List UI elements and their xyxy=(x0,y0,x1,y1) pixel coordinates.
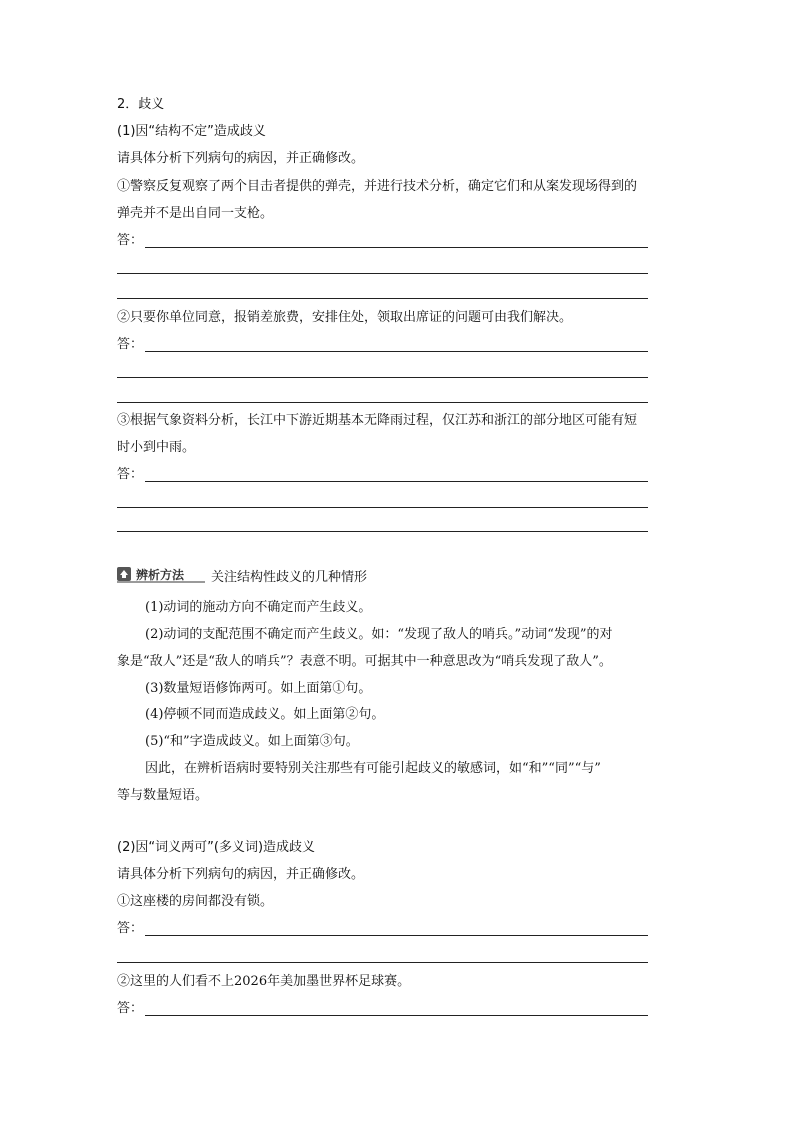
method-point-1: (1)动词的施动方向不确定而产生歧义。 xyxy=(145,600,372,615)
answer-label: 答： xyxy=(117,337,144,352)
answer-line[interactable] xyxy=(117,298,648,299)
up-arrow-icon xyxy=(117,567,131,581)
question-2-2: ②这里的人们看不上2026年美加墨世界杯足球赛。 xyxy=(117,974,411,989)
answer-line[interactable] xyxy=(145,481,648,482)
method-conclusion-line-2: 等与数量短语。 xyxy=(117,788,209,803)
answer-line[interactable] xyxy=(117,377,648,378)
answer-label: 答： xyxy=(117,467,144,482)
answer-line[interactable] xyxy=(145,351,648,352)
method-point-2-line-1: (2)动词的支配范围不确定而产生歧义。如：“发现了敌人的哨兵。”动词“发现”的对 xyxy=(145,627,613,642)
question-2-1: ①这座楼的房间都没有锁。 xyxy=(117,894,274,909)
subsection-2-instruction: 请具体分析下列病句的病因，并正确修改。 xyxy=(117,867,365,882)
answer-label: 答： xyxy=(117,921,144,936)
subsection-1-title: (1)因“结构不定”造成歧义 xyxy=(117,124,266,139)
method-badge-underline xyxy=(117,581,205,583)
answer-label: 答： xyxy=(117,233,144,248)
question-1-line-1: ①警察反复观察了两个目击者提供的弹壳，并进行技术分析，确定它们和从案发现场得到的 xyxy=(117,179,638,194)
question-3-line-2: 时小到中雨。 xyxy=(117,440,196,455)
section-title: 2．歧义 xyxy=(117,97,165,112)
answer-line[interactable] xyxy=(117,531,648,532)
answer-line[interactable] xyxy=(117,962,648,963)
answer-label: 答： xyxy=(117,1001,144,1016)
subsection-2-title: (2)因“词义两可”(多义词)造成歧义 xyxy=(117,840,316,855)
answer-line[interactable] xyxy=(145,1015,648,1016)
method-point-4: (4)停顿不同而造成歧义。如上面第②句。 xyxy=(145,707,385,722)
method-badge xyxy=(117,566,184,582)
method-conclusion-line-1: 因此，在辨析语病时要特别关注那些有可能引起歧义的敏感词，如“和”“同”“与” xyxy=(145,761,601,776)
answer-line[interactable] xyxy=(117,273,648,274)
method-title: 关注结构性歧义的几种情形 xyxy=(211,570,368,585)
subsection-1-instruction: 请具体分析下列病句的病因，并正确修改。 xyxy=(117,151,365,166)
question-1-line-2: 弹壳并不是出自同一支枪。 xyxy=(117,206,274,221)
method-point-3: (3)数量短语修饰两可。如上面第①句。 xyxy=(145,681,372,696)
answer-line[interactable] xyxy=(117,507,648,508)
answer-line[interactable] xyxy=(117,402,648,403)
method-point-5: (5)“和”字造成歧义。如上面第③句。 xyxy=(145,734,359,749)
method-badge-label: 辨析方法 xyxy=(136,567,185,582)
answer-line[interactable] xyxy=(145,935,648,936)
question-2-line-1: ②只要你单位同意，报销差旅费，安排住处，领取出席证的问题可由我们解决。 xyxy=(117,310,573,325)
method-point-2-line-2: 象是“敌人”还是“敌人的哨兵”？表意不明。可据其中一种意思改为“哨兵发现了敌人”。 xyxy=(117,654,612,669)
question-3-line-1: ③根据气象资料分析，长江中下游近期基本无降雨过程，仅江苏和浙江的部分地区可能有短 xyxy=(117,413,638,428)
answer-line[interactable] xyxy=(145,247,648,248)
